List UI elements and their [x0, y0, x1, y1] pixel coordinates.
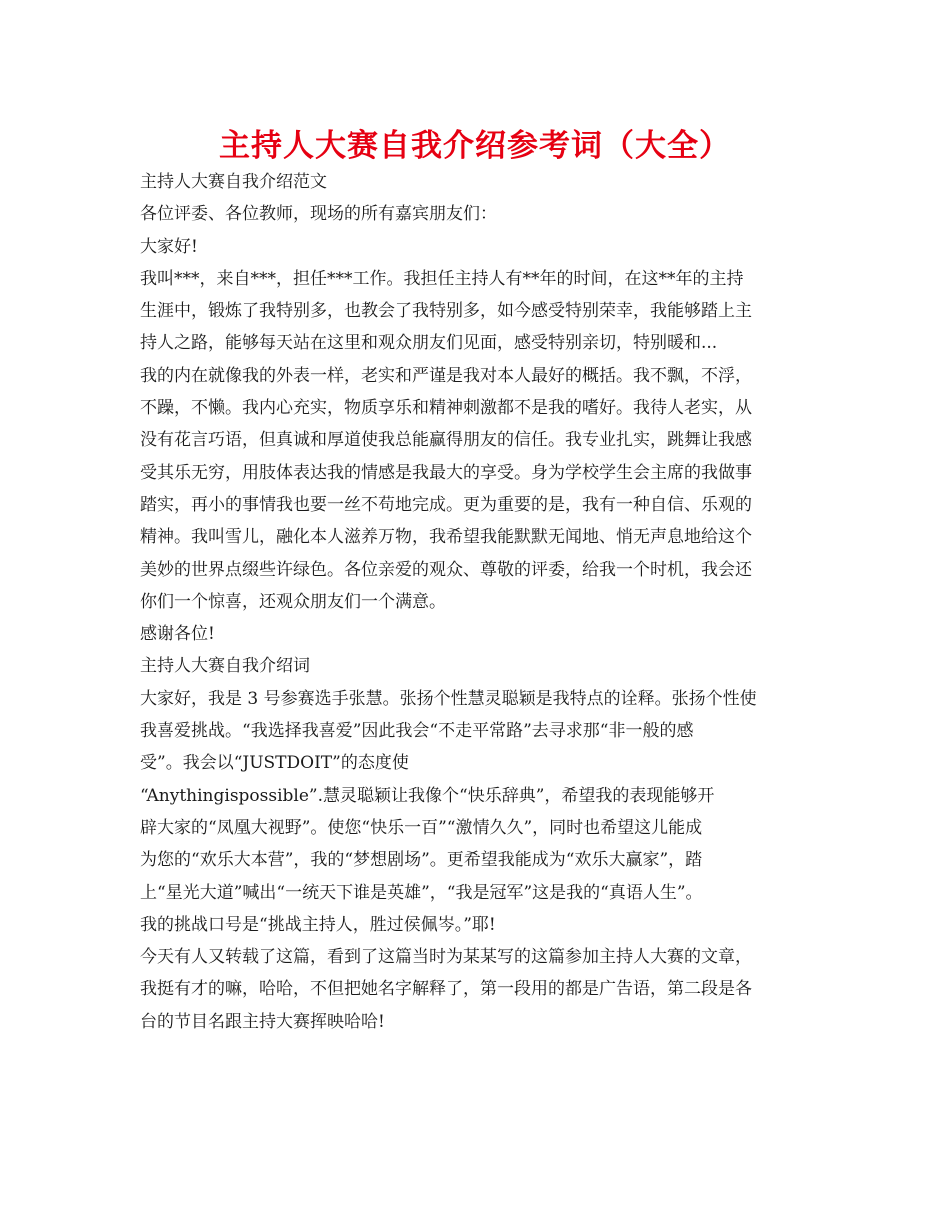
- text-line: 我叫***，来自***，担任***工作。我担任主持人有**年的时间，在这**年的主持: [140, 268, 744, 289]
- text-line: 你们一个惊喜，还观众朋友们一个满意。: [140, 591, 446, 612]
- text-line: 受其乐无穷，用肢体表达我的情感是我最大的享受。身为学校学生会主席的我做事: [140, 462, 752, 483]
- paragraph: [140, 166, 830, 198]
- text-line: 生涯中，锻炼了我特别多，也教会了我特别多，如今感受特别荣幸，我能够踏上主: [140, 301, 752, 322]
- text-line: 不躁，不懒。我内心充实，物质享乐和精神刺激都不是我的嗜好。我待人老实，从: [140, 398, 752, 419]
- text-line: 持人之路，能够每天站在这里和观众朋友们见面，感受特别亲切，特别暖和...: [140, 333, 718, 354]
- text-line: 各位评委、各位教师，现场的所有嘉宾朋友们：: [140, 204, 497, 225]
- paragraph: [140, 231, 830, 263]
- paragraph: [140, 683, 830, 941]
- document-body: [140, 166, 830, 1038]
- paragraph: [140, 360, 830, 618]
- text-line: 今天有人又转载了这篇，看到了这篇当时为某某写的这篇参加主持人大赛的文章，: [140, 947, 752, 968]
- text-line: 主持人大赛自我介绍范文: [140, 172, 327, 192]
- text-line: 上“星光大道”喊出“一统天下谁是英雄”，“我是冠军”这是我的“真语人生”。: [140, 882, 703, 903]
- paragraph: [140, 263, 830, 360]
- text-line: 精神。我叫雪儿，融化本人滋养万物，我希望我能默默无闻地、悄无声息地给这个: [140, 527, 752, 548]
- text-line: 我的内在就像我的外表一样，老实和严谨是我对本人最好的概括。我不飘，不浮，: [140, 365, 752, 386]
- paragraph: [140, 198, 830, 230]
- text-line: “Anythingispossible”.慧灵聪颖让我像个“快乐辞典”，希望我的表现能够开: [140, 785, 715, 806]
- text-line: 台的节目名跟主持大赛挥映哈哈!: [140, 1011, 385, 1032]
- text-line: 美妙的世界点缀些许绿色。各位亲爱的观众、尊敬的评委，给我一个时机，我会还: [140, 559, 752, 580]
- text-line: 为您的“欢乐大本营”，我的“梦想剧场”。更希望我能成为“欢乐大赢家”，踏: [140, 850, 703, 871]
- text-line: 踏实，再小的事情我也要一丝不苟地完成。更为重要的是，我有一种自信、乐观的: [140, 494, 752, 515]
- text-line: 没有花言巧语，但真诚和厚道使我总能赢得朋友的信任。我专业扎实，跳舞让我感: [140, 430, 752, 451]
- text-line: 大家好!: [140, 236, 198, 257]
- text-line: 大家好，我是 3 号参赛选手张慧。张扬个性慧灵聪颖是我特点的诠释。张扬个性使: [140, 688, 757, 709]
- page-title: 主持人大赛自我介绍参考词（大全）: [219, 128, 731, 164]
- text-line: 主持人大赛自我介绍词: [140, 656, 310, 677]
- text-line: 我的挑战口号是“挑战主持人，胜过侯佩岑。”耶!: [140, 914, 496, 935]
- text-line: 辟大家的“凤凰大视野”。使您“快乐一百”“激情久久”，同时也希望这儿能成: [140, 817, 703, 838]
- text-line: 我喜爱挑战。“我选择我喜爱”因此我会“不走平常路”去寻求那“非一般的感: [140, 721, 694, 742]
- paragraph: [140, 941, 830, 1038]
- text-line: 感谢各位!: [140, 624, 215, 645]
- text-line: 受”。我会以“JUSTDOIT”的态度使: [140, 753, 409, 774]
- text-line: 我挺有才的嘛，哈哈，不但把她名字解释了，第一段用的都是广告语，第二段是各: [140, 979, 752, 1000]
- paragraph: [140, 650, 830, 682]
- paragraph: [140, 618, 830, 650]
